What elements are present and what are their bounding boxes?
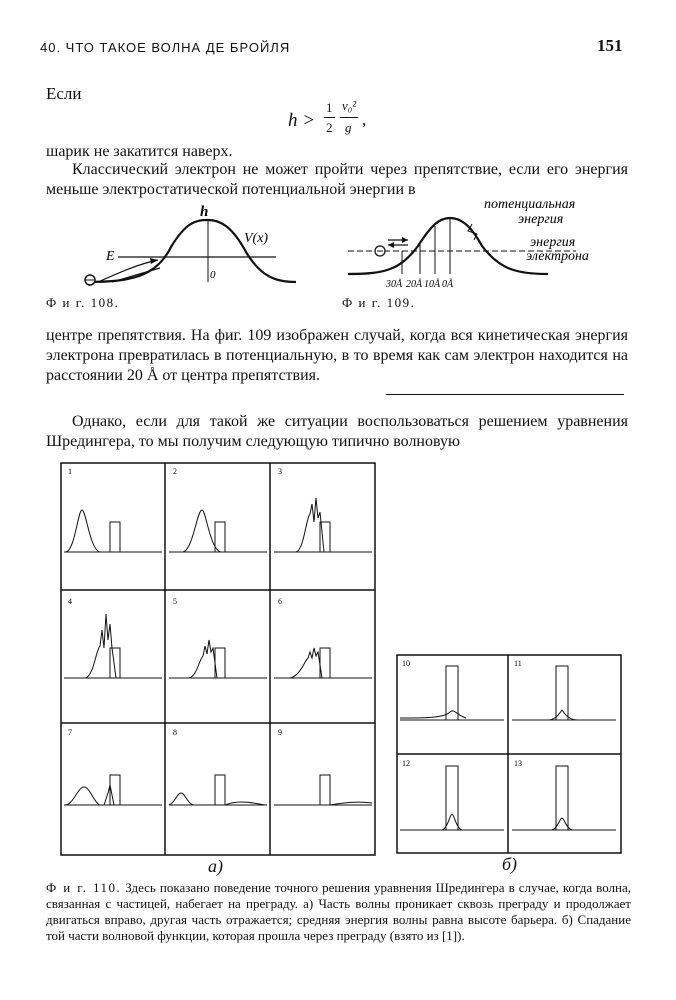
svg-text:13: 13 [514, 759, 522, 768]
tick-label-30: 30Å [386, 279, 403, 290]
tick-label-0: 0Å [442, 279, 454, 290]
label-0: 0 [210, 269, 216, 281]
paragraph-however: Однако, если для такой же ситуации воспользоваться решением уравнения Шредингера, то мы получим следующую типично волновую [46, 413, 628, 450]
svg-text:7: 7 [68, 728, 72, 737]
formula-coef-bar [324, 117, 335, 118]
trajectory-arrow-2 [112, 268, 160, 282]
svg-text:9: 9 [278, 728, 282, 737]
label-h: h [200, 204, 209, 220]
page-number: 151 [597, 36, 623, 55]
svg-text:8: 8 [173, 728, 177, 737]
svg-text:6: 6 [278, 597, 282, 606]
tick-label-20: 20Å [406, 279, 423, 290]
svg-text:1: 1 [68, 467, 72, 476]
formula-coef-den: 2 [326, 120, 333, 135]
formula-frac-den: g [345, 120, 352, 135]
svg-text:10: 10 [402, 659, 410, 668]
if-word: Если [46, 84, 82, 103]
label-E: E [106, 249, 115, 264]
rule-line [386, 394, 624, 395]
svg-text:12: 12 [402, 759, 410, 768]
fig109-caption: Ф и г. 109. [342, 295, 416, 310]
formula-trail: , [362, 110, 367, 129]
label-a: а) [208, 856, 223, 876]
label-potential-2: энергия [518, 212, 564, 227]
label-electron-2: электрона [526, 249, 589, 264]
label-potential-1: потенциальная [484, 197, 576, 212]
paragraph-ball: шарик не закатится наверх. [46, 143, 233, 160]
fig110-caption-lead: Ф и г. 110. [46, 880, 122, 895]
svg-text:4: 4 [68, 597, 72, 606]
formula-frac-num: v₀² [342, 98, 357, 113]
paragraph-classic: Классический электрон не может пройти через препятствие, если его энергия меньше электростатической потенциальной энергии в [46, 161, 628, 198]
fig108-caption: Ф и г. 108. [46, 295, 120, 310]
svg-text:5: 5 [173, 597, 177, 606]
svg-text:3: 3 [278, 467, 282, 476]
arrow-head [150, 258, 158, 264]
figure-110a [60, 462, 376, 856]
formula-lhs: h > [288, 110, 316, 131]
label-b: б) [502, 854, 518, 874]
running-header: 40. ЧТО ТАКОЕ ВОЛНА ДЕ БРОЙЛЯ [40, 40, 291, 55]
fig110-caption [46, 880, 631, 970]
formula [288, 100, 398, 142]
formula-frac-bar [340, 117, 358, 118]
figure-110b [396, 654, 622, 854]
tick-label-10: 10Å [424, 279, 441, 290]
svg-text:11: 11 [514, 659, 522, 668]
figure-108 [76, 202, 302, 292]
fig110-caption-text: Здесь показано поведение точного решения уравнения Шредингера в случае, когда волна, связанная с частицей, набегает на преграду. а) Часть волны проникает сквозь преграду и продолжает двигаться вправо, другая часть отражается; средняя энергия волны равна высоте барьера. б) Спадание той части волновой функции, которая прошла через преграду (взято из [1]). [46, 880, 631, 943]
figure-109 [340, 196, 636, 292]
potential-curve [86, 220, 296, 282]
svg-text:2: 2 [173, 467, 177, 476]
label-V: V(x) [244, 231, 269, 246]
paragraph-center: центре препятствия. На фиг. 109 изображен случай, когда вся кинетическая энергия электрона превратилась в потенциальную, в то время как сам электрон находится на расстоянии 20 Å от центра препятствия. [46, 327, 628, 384]
formula-coef-num: 1 [326, 100, 333, 115]
label-electron-1: энергия [530, 235, 576, 250]
